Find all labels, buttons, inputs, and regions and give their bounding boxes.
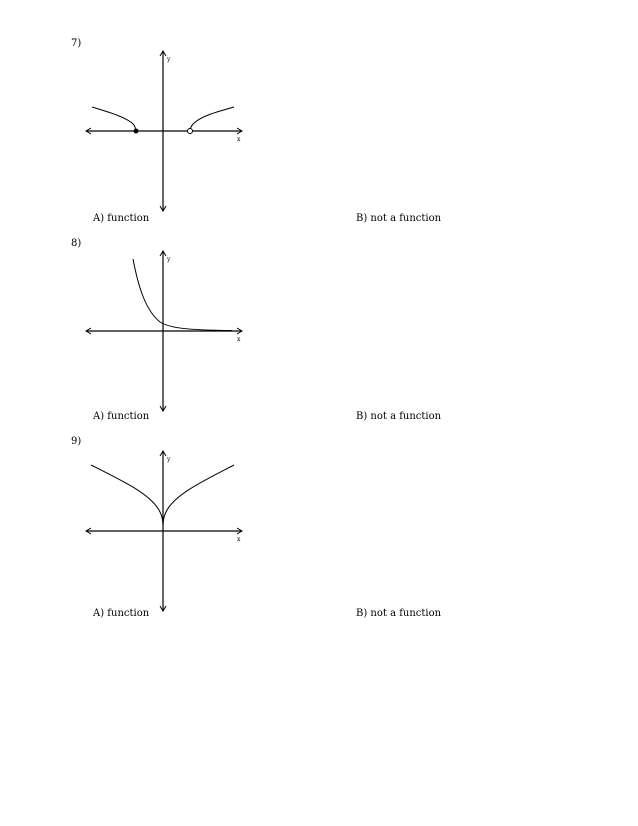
question-8-graph <box>78 246 248 416</box>
y-axis-label: y <box>167 456 171 463</box>
question-number: 7) <box>71 38 82 49</box>
open-point <box>188 129 193 134</box>
option-b[interactable]: B) not a function <box>356 411 442 422</box>
question-9-graph <box>78 446 248 616</box>
y-axis-label: y <box>167 256 171 263</box>
question-number: 8) <box>71 238 82 249</box>
left-curve <box>92 107 136 131</box>
question-number: 9) <box>71 436 82 447</box>
decay-curve <box>133 259 232 331</box>
option-a[interactable]: A) function <box>93 608 150 619</box>
option-b[interactable]: B) not a function <box>356 213 442 224</box>
closed-point <box>134 129 139 134</box>
y-axis-label: y <box>167 56 171 63</box>
x-axis-label: x <box>237 336 241 343</box>
question-7-graph <box>78 46 248 216</box>
x-axis-label: x <box>237 536 241 543</box>
option-a[interactable]: A) function <box>93 213 150 224</box>
option-b[interactable]: B) not a function <box>356 608 442 619</box>
option-a[interactable]: A) function <box>93 411 150 422</box>
right-curve <box>190 107 234 131</box>
x-axis-label: x <box>237 136 241 143</box>
